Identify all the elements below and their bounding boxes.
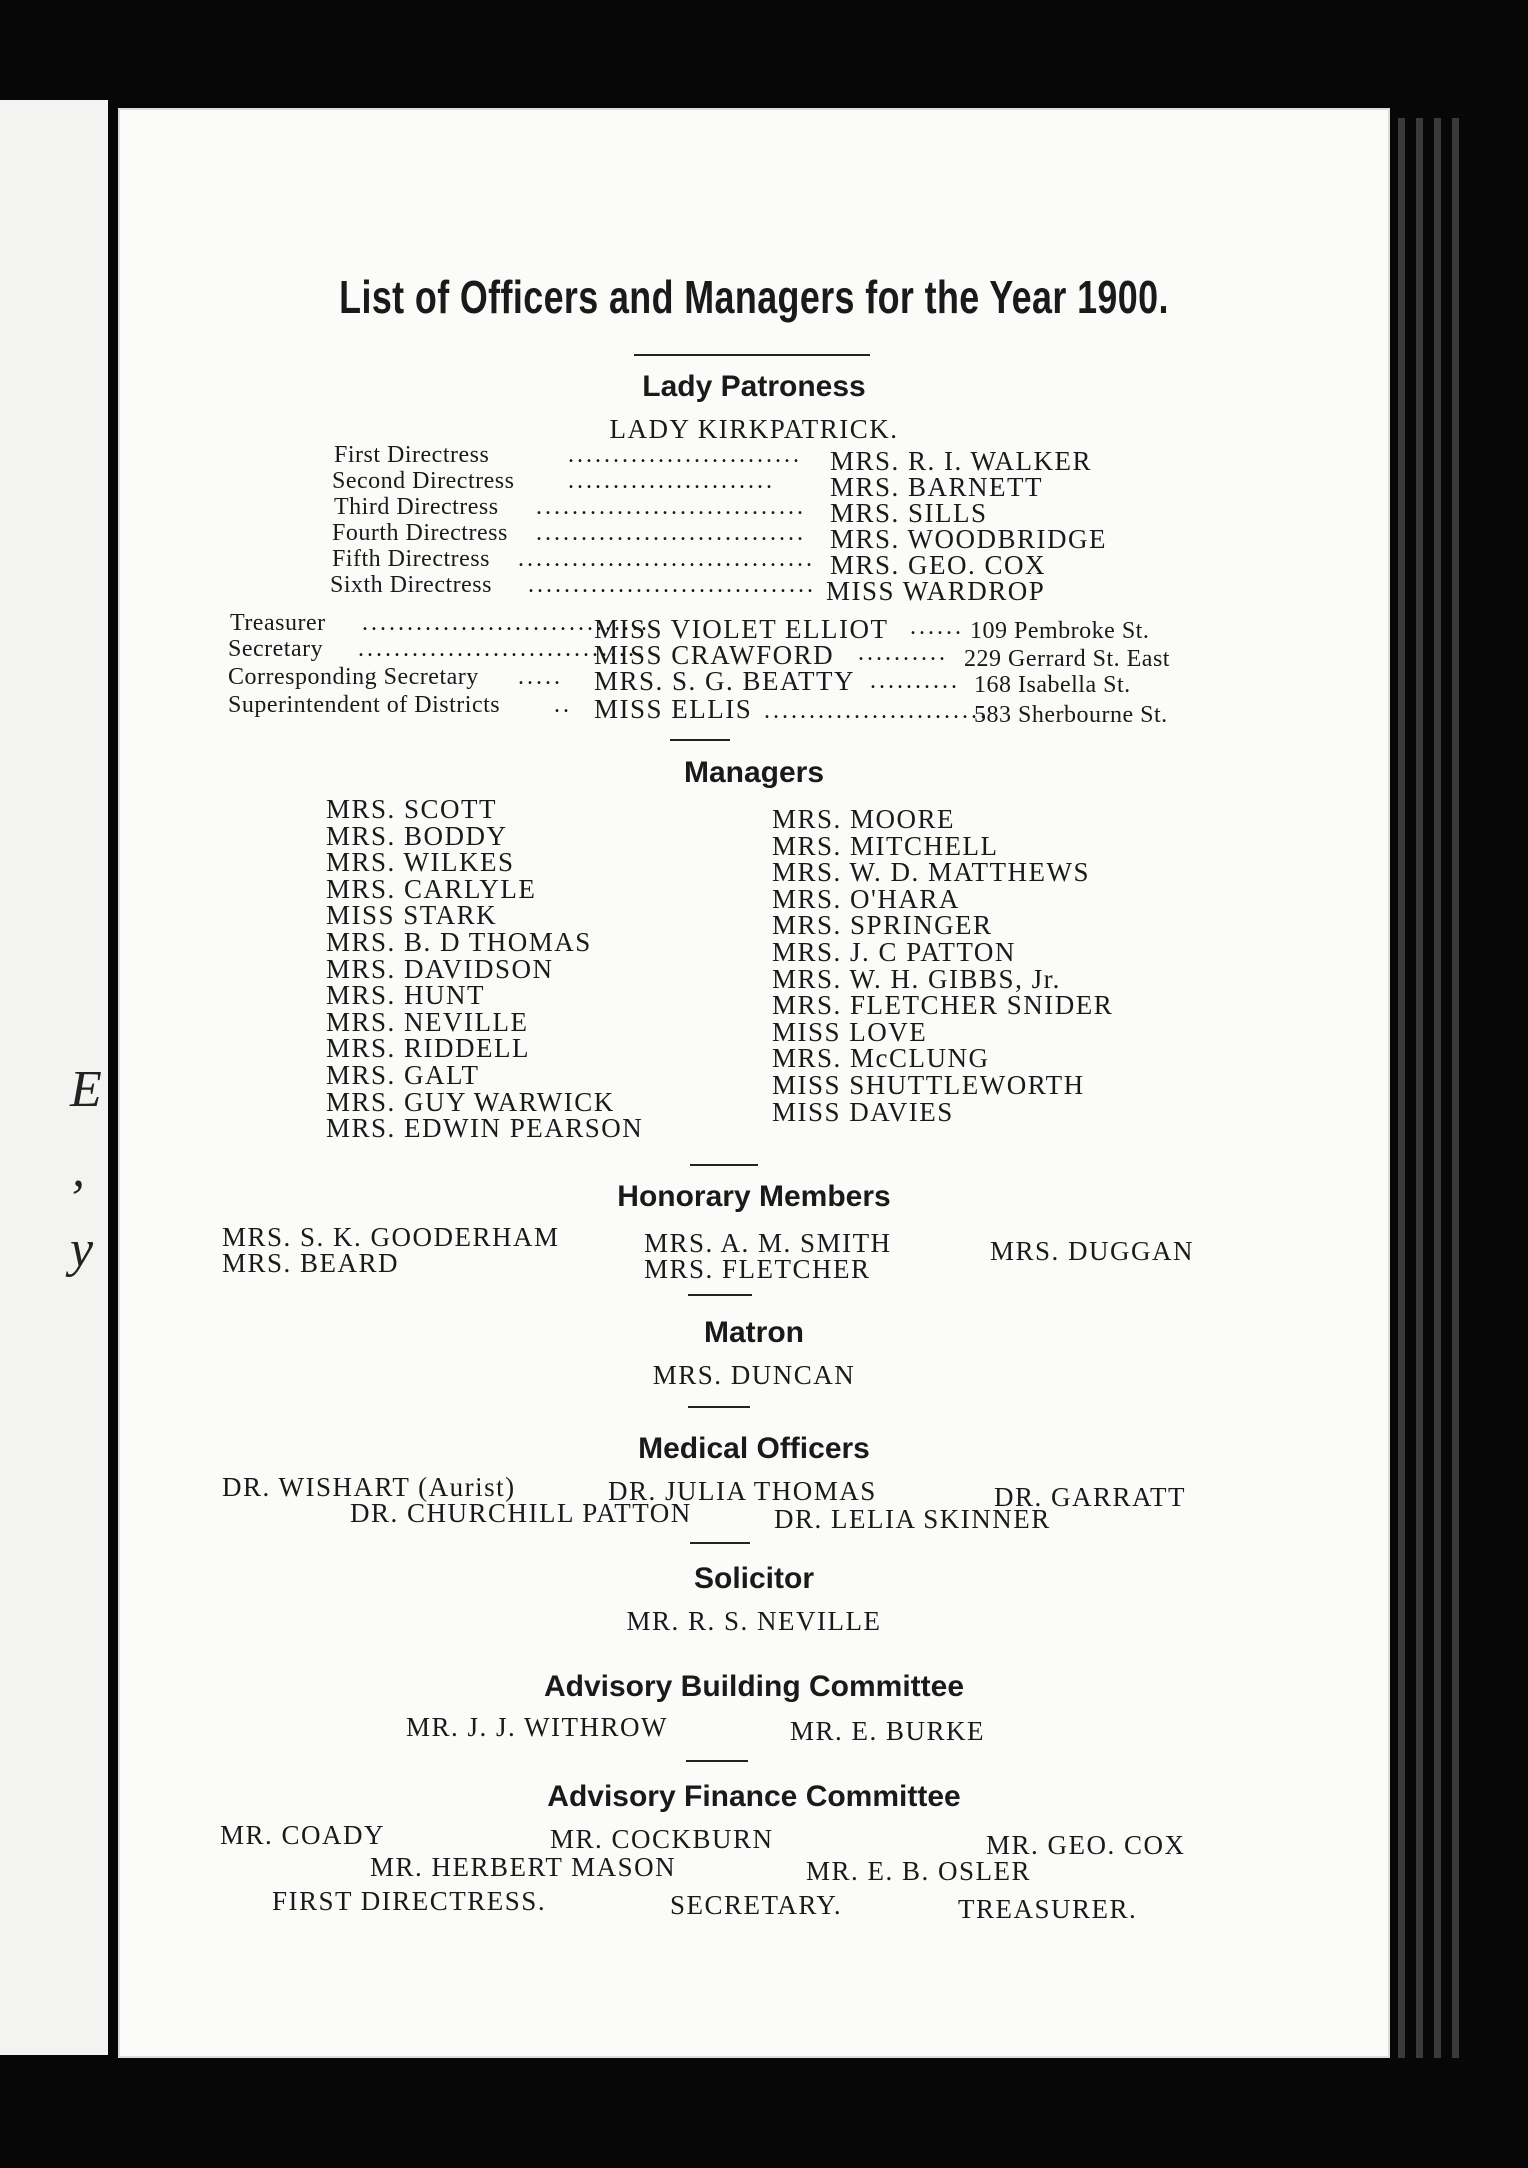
finance-committee-member: SECRETARY. [670, 1890, 843, 1920]
officer-role: Superintendent of Districts [228, 692, 501, 718]
finance-committee-member: TREASURER. [958, 1894, 1138, 1924]
left-page-fragment: , [72, 1141, 85, 1198]
section-heading-matron: Matron [704, 1316, 804, 1349]
officer-name: MISS VIOLET ELLIOT [594, 614, 889, 644]
page-title: List of Officers and Managers for the Year 1900. [339, 271, 1169, 323]
dot-leader: .......... [858, 640, 948, 666]
manager-name: MRS. W. H. GIBBS, Jr. [772, 963, 1061, 994]
manager-name: MISS STARK [326, 900, 498, 931]
managers-left-column [326, 796, 643, 1142]
medical-officer-name: DR. WISHART (Aurist) [222, 1472, 516, 1502]
section-heading-building-committee: Advisory Building Committee [543, 1670, 965, 1703]
dot-leader: ................................. [362, 610, 659, 636]
divider [686, 1760, 748, 1762]
solicitor-name: MR. R. S. NEVILLE [626, 1606, 882, 1636]
medical-officer-name: DR. CHURCHILL PATTON [350, 1498, 692, 1528]
directress-role: Fourth Directress [332, 520, 508, 546]
manager-name: MISS LOVE [772, 1016, 928, 1047]
section-heading-medical-officers: Medical Officers [638, 1432, 870, 1465]
divider [688, 1294, 752, 1296]
dot-leader: ....................... [568, 468, 775, 494]
honorary-member-name: MRS. S. K. GOODERHAM [222, 1222, 560, 1252]
dot-leader: ......................... [764, 698, 989, 724]
section-heading-honorary-members: Honorary Members [617, 1180, 891, 1213]
manager-name: MRS. HUNT [326, 980, 486, 1011]
medical-officer-name: DR. LELIA SKINNER [774, 1504, 1051, 1534]
section-heading-finance-committee: Advisory Finance Committee [547, 1780, 961, 1813]
manager-name: MRS. McCLUNG [772, 1043, 990, 1074]
left-page-fragment: y [70, 1221, 94, 1278]
dot-leader: .............................. [536, 494, 806, 520]
dot-leader: .......... [870, 668, 960, 694]
divider [690, 1164, 758, 1166]
divider [690, 1542, 750, 1544]
directress-role: First Directress [334, 442, 490, 468]
finance-committee-member: MR. HERBERT MASON [370, 1852, 677, 1882]
officer-name: MRS. S. G. BEATTY [594, 666, 856, 696]
manager-name: MRS. BODDY [326, 820, 508, 851]
honorary-member-name: MRS. A. M. SMITH [644, 1228, 892, 1258]
dot-leader: ...... [910, 614, 964, 640]
manager-name: MISS SHUTTLEWORTH [772, 1069, 1085, 1100]
manager-name: MRS. WILKES [326, 847, 515, 878]
officer-address: 229 Gerrard St. East [964, 646, 1170, 672]
honorary-member-name: MRS. BEARD [222, 1248, 400, 1278]
manager-name: MRS. SPRINGER [772, 910, 993, 941]
building-committee-member: MR. E. BURKE [790, 1716, 986, 1746]
dot-leader: ................................. [518, 546, 815, 572]
manager-name: MRS. GALT [326, 1059, 480, 1090]
manager-name: MRS. B. D THOMAS [326, 926, 592, 957]
manager-name: MRS. MITCHELL [772, 830, 999, 861]
manager-name: MRS. FLETCHER SNIDER [772, 990, 1114, 1021]
section-heading-managers: Managers [683, 756, 825, 789]
manager-name: MRS. CARLYLE [326, 873, 537, 904]
directress-name: MRS. GEO. COX [830, 550, 1047, 580]
officer-role: Treasurer [230, 610, 326, 636]
divider [634, 354, 870, 356]
manager-name: MISS DAVIES [772, 1096, 954, 1127]
honorary-member-name: MRS. DUGGAN [990, 1236, 1195, 1266]
officer-address: 168 Isabella St. [974, 672, 1131, 698]
manager-name: MRS. SCOTT [326, 794, 498, 824]
manager-name: MRS. GUY WARWICK [326, 1086, 615, 1117]
section-heading-lady-patroness: Lady Patroness [642, 370, 866, 403]
officer-name: MISS CRAWFORD [594, 640, 835, 670]
divider [688, 1406, 750, 1408]
finance-committee-member: MR. COADY [220, 1820, 386, 1850]
dot-leader: .. [554, 692, 572, 718]
finance-committee-member: MR. E. B. OSLER [806, 1856, 1032, 1886]
officer-role: Corresponding Secretary [228, 664, 479, 690]
directress-role: Sixth Directress [330, 572, 492, 598]
dot-leader: ................................ [358, 636, 646, 662]
manager-name: MRS. NEVILLE [326, 1006, 529, 1037]
manager-name: MRS. RIDDELL [326, 1033, 531, 1064]
finance-committee-member: FIRST DIRECTRESS. [272, 1886, 547, 1916]
manager-name: MRS. EDWIN PEARSON [326, 1113, 644, 1144]
directress-name: MRS. R. I. WALKER [830, 446, 1093, 476]
manager-name: MRS. MOORE [772, 804, 956, 834]
manager-name: MRS. O'HARA [772, 883, 960, 914]
officer-address: 583 Sherbourne St. [974, 702, 1168, 728]
directress-name: MRS. SILLS [830, 498, 988, 528]
building-committee-member: MR. J. J. WITHROW [406, 1712, 669, 1742]
finance-committee-member: MR. GEO. COX [986, 1830, 1186, 1860]
manager-name: MRS. DAVIDSON [326, 953, 554, 984]
manager-name: MRS. W. D. MATTHEWS [772, 857, 1091, 888]
dot-leader: .......................... [568, 442, 802, 468]
section-heading-solicitor: Solicitor [693, 1562, 814, 1595]
medical-officer-name: DR. GARRATT [994, 1482, 1187, 1512]
dot-leader: ................................ [528, 572, 816, 598]
officer-name: MISS ELLIS [594, 694, 753, 724]
medical-officer-name: DR. JULIA THOMAS [608, 1476, 877, 1506]
lady-patroness-name: LADY KIRKPATRICK. [609, 414, 899, 444]
matron-name: MRS. DUNCAN [652, 1360, 856, 1390]
left-page-fragment: E [70, 1061, 102, 1118]
dot-leader: .............................. [536, 520, 806, 546]
directress-role: Second Directress [332, 468, 515, 494]
directress-role: Third Directress [334, 494, 499, 520]
managers-right-column [772, 806, 1113, 1125]
officer-address: 109 Pembroke St. [970, 618, 1150, 644]
directress-name: MISS WARDROP [826, 576, 1046, 606]
dot-leader: ..... [518, 664, 563, 690]
divider [670, 739, 730, 741]
manager-name: MRS. J. C PATTON [772, 936, 1016, 967]
document-page [118, 108, 1390, 2058]
directress-name: MRS. WOODBRIDGE [830, 524, 1108, 554]
directress-role: Fifth Directress [332, 546, 490, 572]
left-page-edge [0, 100, 108, 2055]
officer-role: Secretary [228, 636, 324, 662]
honorary-member-name: MRS. FLETCHER [644, 1254, 871, 1284]
finance-committee-member: MR. COCKBURN [550, 1824, 774, 1854]
directress-name: MRS. BARNETT [830, 472, 1044, 502]
